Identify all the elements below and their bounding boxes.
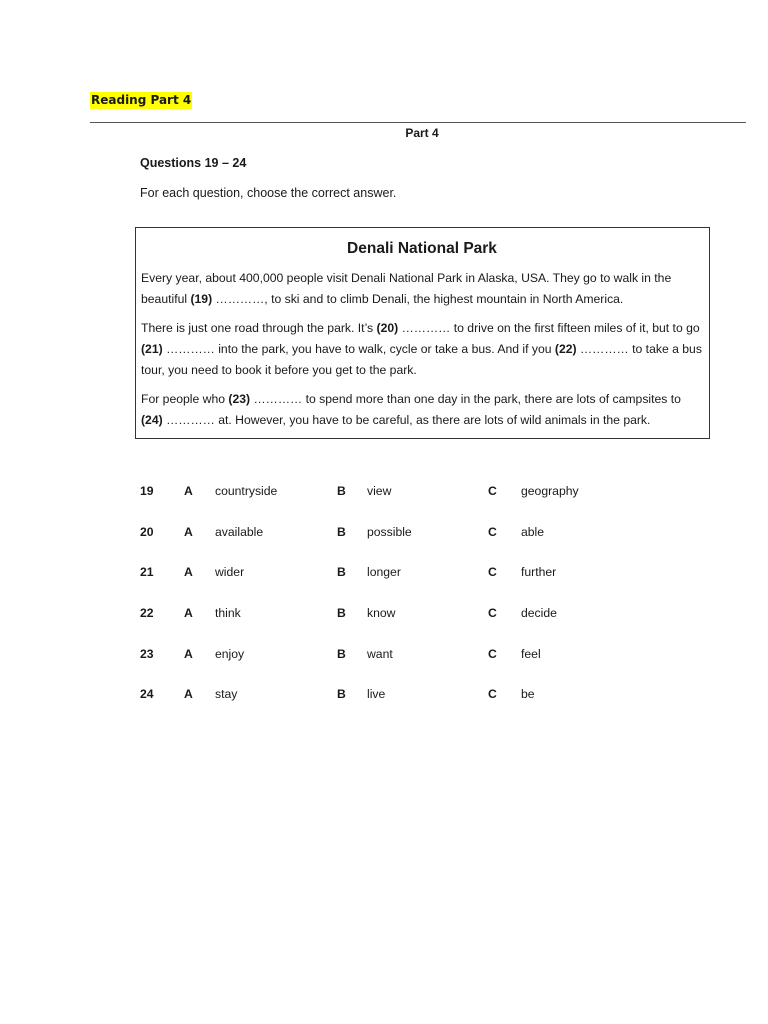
question-number: 23 (140, 646, 154, 661)
option-a-text[interactable]: enjoy (215, 646, 245, 661)
option-letter-b: B (337, 484, 346, 498)
option-c-text[interactable]: be (521, 687, 535, 702)
instruction-text: For each question, choose the correct answer. (140, 186, 397, 200)
answer-options (0, 484, 768, 728)
passage-text: ………… to drive on the first fifteen miles of it, but to go (398, 321, 700, 335)
question-number: 22 (140, 606, 154, 621)
question-number: 21 (140, 565, 154, 580)
option-letter-b: B (337, 646, 346, 661)
gap-number-22: (22) (554, 342, 577, 356)
option-letter-c: C (488, 524, 497, 539)
part-label: Part 4 (405, 126, 439, 140)
section-heading-highlight: Reading Part 4 (91, 93, 192, 107)
option-a-text[interactable]: countryside (215, 484, 278, 498)
option-c-text[interactable]: feel (521, 646, 541, 661)
option-letter-b: B (337, 524, 346, 539)
questions-range: Questions 19 – 24 (140, 156, 247, 170)
option-b-text[interactable]: possible (367, 524, 412, 539)
passage-text: Every year, about 400,000 people visit Denali National Park in Alaska, USA. They go to walk in the beautiful (141, 271, 672, 306)
option-letter-a: A (184, 687, 193, 702)
option-letter-c: C (488, 646, 497, 661)
option-letter-a: A (184, 606, 193, 621)
option-letter-a: A (184, 646, 193, 661)
option-letter-b: B (337, 687, 346, 702)
option-a-text[interactable]: think (215, 606, 241, 621)
passage-paragraph-3 (141, 389, 703, 431)
gap-number-23: (23) (228, 392, 251, 406)
question-number: 20 (140, 524, 154, 539)
horizontal-divider (90, 122, 746, 123)
passage-text: …………, to ski and to climb Denali, the highest mountain in North America. (212, 292, 624, 306)
option-row-21 (0, 565, 768, 606)
option-row-23 (0, 647, 768, 688)
passage-text: For people who (141, 392, 229, 406)
option-row-19 (0, 484, 768, 525)
option-b-text[interactable]: want (367, 646, 393, 661)
option-b-text[interactable]: live (367, 687, 386, 702)
option-letter-a: A (184, 565, 193, 580)
option-letter-b: B (337, 606, 346, 621)
option-a-text[interactable]: wider (215, 565, 245, 580)
gap-number-20: (20) (376, 321, 399, 335)
option-b-text[interactable]: know (367, 606, 396, 621)
option-c-text[interactable]: decide (521, 606, 557, 621)
question-number: 24 (140, 687, 154, 702)
option-a-text[interactable]: stay (215, 687, 238, 702)
option-b-text[interactable]: longer (367, 565, 401, 580)
gap-number-19: (19) (190, 292, 213, 306)
option-letter-c: C (488, 606, 497, 621)
passage-text: There is just one road through the park. It’s (141, 321, 377, 335)
passage-text: ………… to spend more than one day in the park, there are lots of campsites to (250, 392, 681, 406)
passage-text: ………… to take a bus tour, you need to book it before you get to the park. (141, 342, 702, 377)
option-row-24 (0, 687, 768, 728)
option-c-text[interactable]: able (521, 524, 545, 539)
option-letter-a: A (184, 524, 193, 539)
gap-number-24: (24) (141, 413, 163, 427)
option-letter-c: C (488, 565, 497, 580)
option-b-text[interactable]: view (367, 484, 392, 498)
question-number: 19 (140, 484, 154, 498)
option-row-22 (0, 606, 768, 647)
option-letter-c: C (488, 484, 497, 498)
passage-text: ………… into the park, you have to walk, cycle or take a bus. And if you (162, 342, 555, 356)
option-letter-b: B (337, 565, 346, 580)
option-row-20 (0, 525, 768, 566)
option-c-text[interactable]: geography (521, 484, 579, 498)
passage-title: Denali National Park (347, 240, 497, 257)
option-letter-a: A (184, 484, 193, 498)
passage-box (135, 227, 710, 439)
gap-number-21: (21) (141, 342, 163, 356)
option-c-text[interactable]: further (521, 565, 557, 580)
passage-text: ………… at. However, you have to be careful, as there are lots of wild animals in the park. (162, 413, 651, 427)
option-a-text[interactable]: available (215, 524, 264, 539)
option-letter-c: C (488, 687, 497, 702)
passage-paragraph-1 (141, 268, 703, 310)
passage-paragraph-2 (141, 318, 703, 381)
